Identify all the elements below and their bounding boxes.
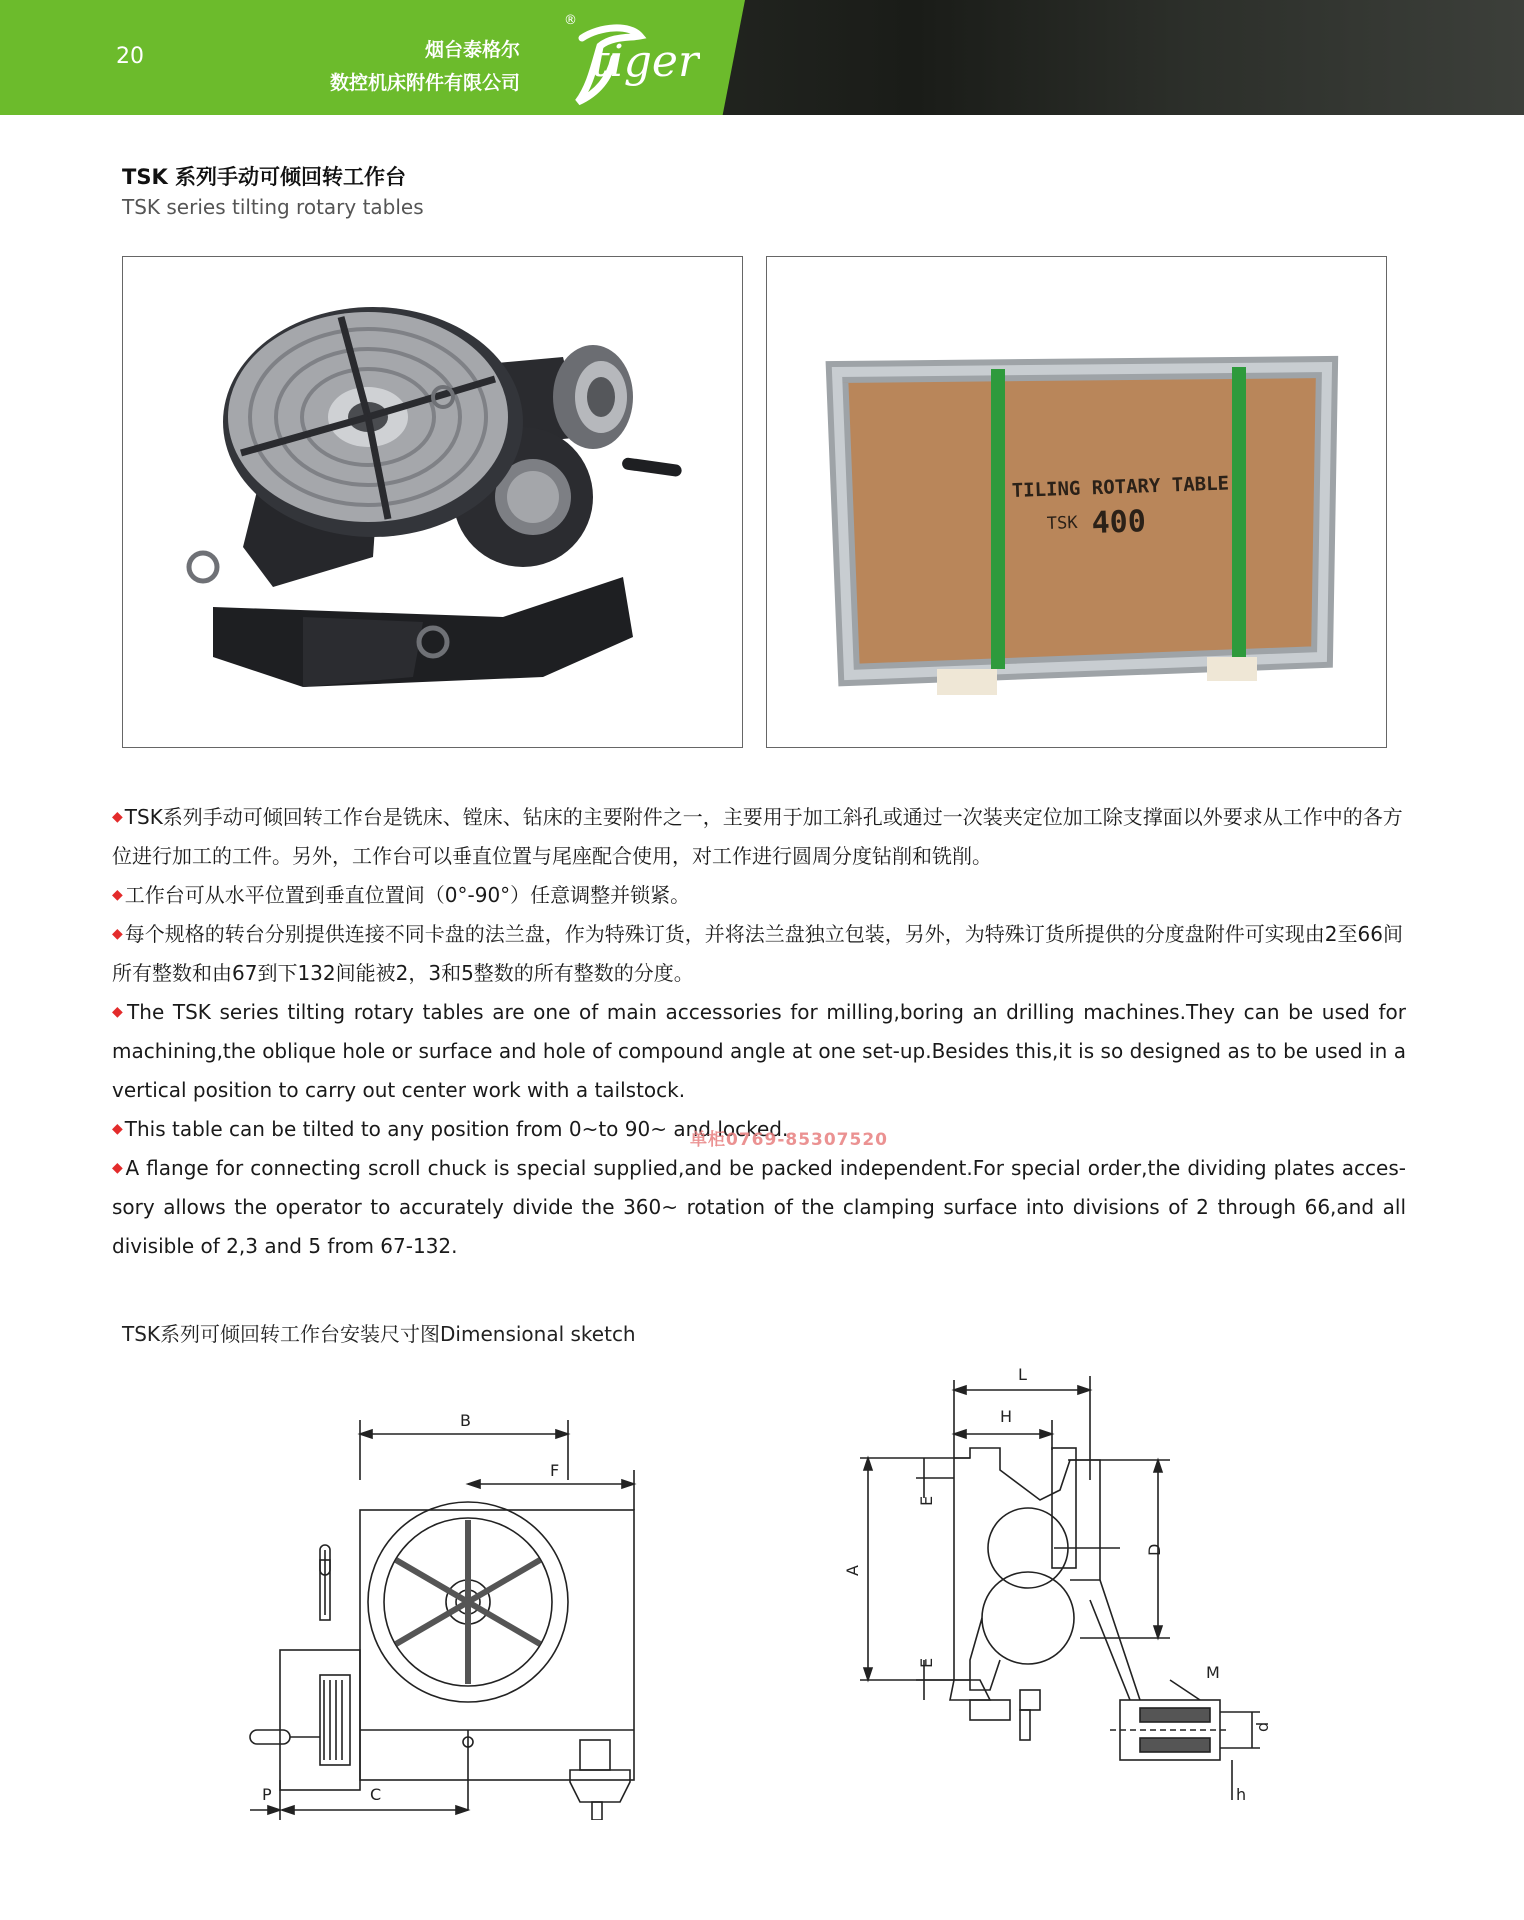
tiger-logo xyxy=(560,6,700,110)
crate-label-prefix: TSK xyxy=(1046,512,1078,534)
bullet-icon: ◆ xyxy=(112,809,123,825)
wooden-crate-photo xyxy=(766,256,1387,748)
logo-text: tiger xyxy=(592,36,699,87)
bullet-icon: ◆ xyxy=(112,1004,126,1020)
dim-label-A: A xyxy=(843,1565,862,1576)
tilting-rotary-table-photo xyxy=(122,256,743,748)
dim-label-C: C xyxy=(370,1785,382,1804)
description-cn-1-text: TSK系列手动可倾回转工作台是铣床、镗床、钻床的主要附件之一，主要用于加工斜孔或通过一次装夹定位加工除支撑面以外要求从工作中的各方位进行加工的工件。另外，工作台可以垂直位置与尾座配合使用，对工作进行圆周分度钻削和铣削。 xyxy=(112,805,1403,868)
bullet-icon: ◆ xyxy=(112,1121,123,1137)
bullet-icon: ◆ xyxy=(112,887,123,903)
section-title-en: TSK series tilting rotary tables xyxy=(122,195,424,219)
description-en-3 xyxy=(112,1149,1406,1266)
top-view-sketch xyxy=(220,1400,660,1820)
dim-label-M: M xyxy=(1206,1663,1220,1682)
dim-label-D: D xyxy=(1145,1543,1164,1556)
description-en-1-text: The TSK series tilting rotary tables are one of main accessories for milling,boring an drilling machines.They can be used for machining,the oblique hole or surface and hole of compound angle at one set-up.Besides this,it is so designed as to be used in a vertical position to carry out center work with a tailstock. xyxy=(112,1000,1406,1102)
company-name-line2: 数控机床附件有限公司 xyxy=(329,72,520,94)
dim-label-F: F xyxy=(550,1461,560,1480)
registered-mark: ® xyxy=(564,13,577,28)
company-name-line1: 烟台泰格尔 xyxy=(424,39,520,61)
dim-label-h: h xyxy=(1236,1785,1247,1804)
sketch-title: TSK系列可倾回转工作台安装尺寸图Dimensional sketch xyxy=(122,1322,636,1346)
bullet-icon: ◆ xyxy=(112,926,123,942)
dim-label-B: B xyxy=(460,1411,471,1430)
description-cn-3 xyxy=(112,915,1406,993)
description-cn-3-text: 每个规格的转台分别提供连接不同卡盘的法兰盘，作为特殊订货，并将法兰盘独立包装，另外，为特殊订货所提供的分度盘附件可实现由2至66间所有整数和由67到下132间能被2，3和5整数的所有整数的分度。 xyxy=(112,922,1403,985)
description-cn-2 xyxy=(112,876,1406,915)
crate-label-number: 400 xyxy=(1091,504,1147,541)
dim-label-E-bottom: E xyxy=(917,1657,936,1668)
dim-label-d: d xyxy=(1253,1721,1272,1732)
rotary-table-illustration xyxy=(123,257,743,748)
dim-label-L: L xyxy=(1018,1365,1027,1384)
description-cn-2-text: 工作台可从水平位置到垂直位置间（0°-90°）任意调整并锁紧。 xyxy=(124,883,691,907)
description-en-3-text: A flange for connecting scroll chuck is special supplied,and be packed independent.For special order,the dividing plates acces-sory allows the operator to accurately divide the 360~ rotation of the clamping surface into divisions of 2 through 66,and all divisible of 2,3 and 5 from 67-132. xyxy=(112,1156,1406,1258)
page-header xyxy=(0,0,1524,115)
company-name xyxy=(330,34,520,100)
bullet-icon: ◆ xyxy=(112,1160,124,1176)
page-number: 20 xyxy=(116,44,144,69)
description-en-2-text: This table can be tilted to any position from 0~to 90~ and locked. xyxy=(124,1117,789,1141)
description-cn-1 xyxy=(112,798,1406,876)
side-view-sketch xyxy=(840,1360,1290,1820)
phone-watermark: 单柜0769-85307520 xyxy=(690,1130,888,1150)
section-title-cn: TSK 系列手动可倾回转工作台 xyxy=(122,165,407,189)
dim-label-E-top: E xyxy=(917,1495,936,1506)
crate-label-line1: TILING ROTARY TABLE xyxy=(1011,472,1230,502)
description-en-1 xyxy=(112,993,1406,1110)
dim-label-H: H xyxy=(1000,1407,1013,1426)
dim-label-P: P xyxy=(262,1785,272,1804)
crate-illustration xyxy=(767,257,1387,748)
